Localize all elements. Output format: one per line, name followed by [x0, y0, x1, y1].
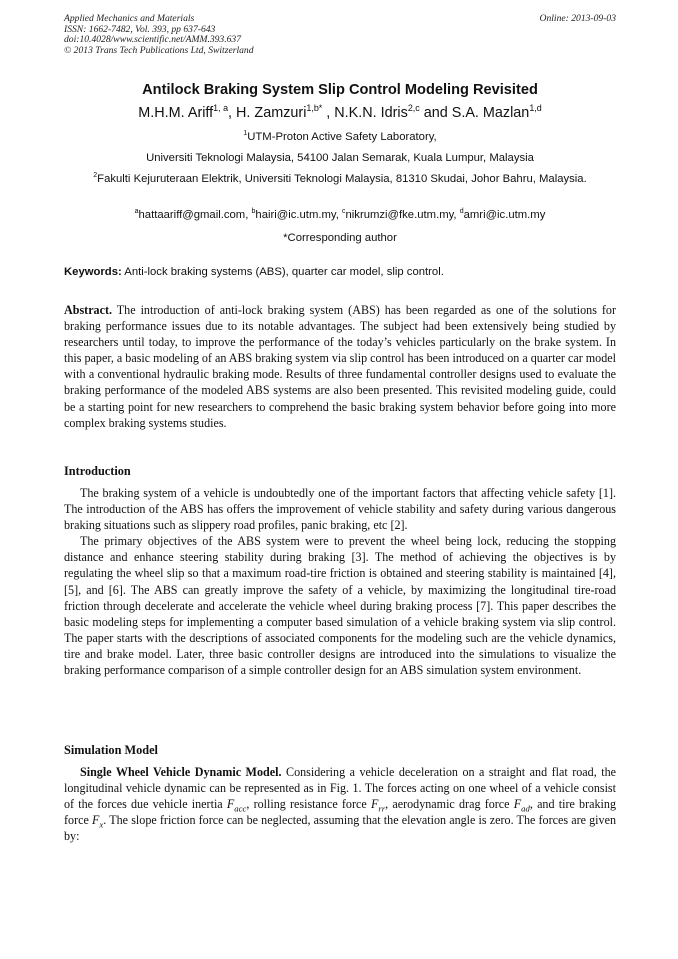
affiliation-superscript: 1: [243, 130, 248, 138]
author-name: M.H.M. Ariff: [138, 105, 214, 121]
abstract: [64, 302, 616, 431]
author-superscript: 1,b*: [306, 103, 323, 114]
paragraph-text: Considering a vehicle deceleration on a straight and flat road, the longitudinal vehicle dynamic can be represented as in Fig. 1. The forces acting on one wheel of a vehicle consist of the forces due vehicle inertia: [64, 765, 616, 812]
keywords-label: Keywords:: [64, 266, 122, 278]
simulation-paragraph: [64, 764, 616, 844]
email-link[interactable]: hairi@ic.utm.my,: [255, 209, 339, 221]
simulation-body: [64, 764, 616, 844]
author-emails: [64, 208, 616, 223]
author-superscript: 1,d: [529, 103, 542, 114]
author-list: M.H.M. Ariff$^{1, a}$, H. Zamzuri$^{1,b*}$ , N.K.N. Idris$^{2,c}$ and S.A. Mazlan$^{1,d}$: [138, 103, 542, 121]
email-superscript: a: [134, 208, 139, 216]
abstract-text: The introduction of anti-lock braking system (ABS) has been regarded as one of the solutions for braking performance issues due to its notable advantages. The subject had been extensively being studied by researchers until today, to improve the performance of the today’s vehicles particularly on the brake system. In this paper, a basic modeling of an ABS braking system via slip control has been introduced on a quarter car model with a conventional hydraulic braking mode. Results of three fundamental controller designs used to evaluate the braking performance of the modeled ABS systems are also been presented. This revisited modeling guide, could be a starting point for new researchers to comprehend the basic braking system behavior before going into more complex braking systems studies.: [64, 303, 616, 430]
journal-header: [64, 14, 616, 56]
introduction-body: [64, 485, 616, 678]
journal-info: [64, 14, 616, 56]
author-superscript: 1, a: [213, 103, 229, 114]
abstract-label: Abstract.: [64, 303, 113, 317]
journal-copyright: © 2013 Trans Tech Publications Ltd, Switzerland: [64, 44, 254, 56]
keywords: [64, 265, 616, 280]
online-date: Online: 2013-09-03: [539, 13, 616, 24]
affiliation-1-line-2: Universiti Teknologi Malaysia, 54100 Jalan Semarak, Kuala Lumpur, Malaysia: [146, 152, 534, 164]
introduction-paragraph-1: The braking system of a vehicle is undoubtedly one of the important factors that affecting vehicle safety [1]. The introduction of the ABS has offers the improvement of vehicle stability and safety during various dangerous braking situations such as slippery road profiles, panic braking, etc [2].: [64, 486, 616, 533]
paragraph-text: , rolling resistance force: [246, 797, 367, 812]
affiliation-superscript: 2: [93, 172, 98, 180]
journal-issn: ISSN: 1662-7482, Vol. 393, pp 637-643: [64, 23, 216, 35]
paragraph-text: , and tire braking force: [64, 797, 616, 828]
author-superscript: 2,c: [407, 103, 420, 114]
variable-f-acc: $F_{acc}$: [226, 797, 247, 814]
author-name: H. Zamzuri: [236, 105, 307, 121]
author-name: N.K.N. Idris: [334, 105, 408, 121]
email-superscript: d: [459, 208, 464, 216]
author-name: S.A. Mazlan: [451, 105, 530, 121]
subsection-label: Single Wheel Vehicle Dynamic Model.: [80, 765, 282, 779]
corresponding-author-note: *Corresponding author: [283, 232, 397, 244]
journal-doi[interactable]: doi:10.4028/www.scientific.net/AMM.393.637: [64, 34, 242, 46]
introduction-paragraph-2: The primary objectives of the ABS system were to prevent the wheel being lock, reducing the stopping distance and enhance steering stability during braking [3]. The method of achieving the objectives is by regulating the wheel slip so that a maximum road-tire friction is obtained and steering stability is maintained [4], [5], and [6]. The ABS can greatly improve the safety of a vehicle, by maximizing the longitudinal tire-road friction through decelerate and accelerate the vehicle wheel during braking process [7]. This paper describes the basic modeling steps for implementing a computer based simulation of a vehicle braking system via slip control. The paper starts with the descriptions of associated components for the modeling such are the vehicle dynamics, tire and brake model. Later, three basic controller designs are introduced into the simulations to visualize the braking performance comparison of a simple controller design for an ABS simulation system environment.: [64, 534, 616, 678]
email-superscript: c: [342, 208, 346, 216]
section-heading-simulation-model: Simulation Model: [64, 743, 158, 757]
email-superscript: b: [251, 208, 256, 216]
variable-f-x: $F_x$: [92, 813, 104, 830]
keywords-text: Anti-lock braking systems (ABS), quarter car model, slip control.: [124, 266, 444, 278]
paper-title: Antilock Braking System Slip Control Modeling Revisited: [142, 82, 538, 98]
section-heading-introduction: Introduction: [64, 464, 131, 478]
journal-name: Applied Mechanics and Materials: [64, 13, 195, 24]
email-link[interactable]: nikrumzi@fke.utm.my,: [345, 209, 457, 221]
author-conjunction: and: [423, 105, 448, 121]
affiliation-text: UTM-Proton Active Safety Laboratory,: [247, 131, 437, 143]
affiliation-2: [64, 172, 616, 187]
variable-f-rr: $F_{rr}$: [370, 797, 386, 814]
email-link[interactable]: hattaariff@gmail.com,: [138, 209, 249, 221]
affiliation-1-line-1: [64, 130, 616, 145]
paragraph-text: . The slope friction force can be neglected, assuming that the elevation angle is zero. The forces are given by:: [64, 813, 617, 844]
email-link[interactable]: amri@ic.utm.my: [463, 209, 546, 221]
paragraph-text: , aerodynamic drag force: [385, 797, 510, 812]
affiliation-text: Fakulti Kejuruteraan Elektrik, Universiti Teknologi Malaysia, 81310 Skudai, Johor Bahru, Malaysia.: [97, 173, 587, 185]
variable-f-ad: $F_{ad}$: [513, 797, 530, 814]
